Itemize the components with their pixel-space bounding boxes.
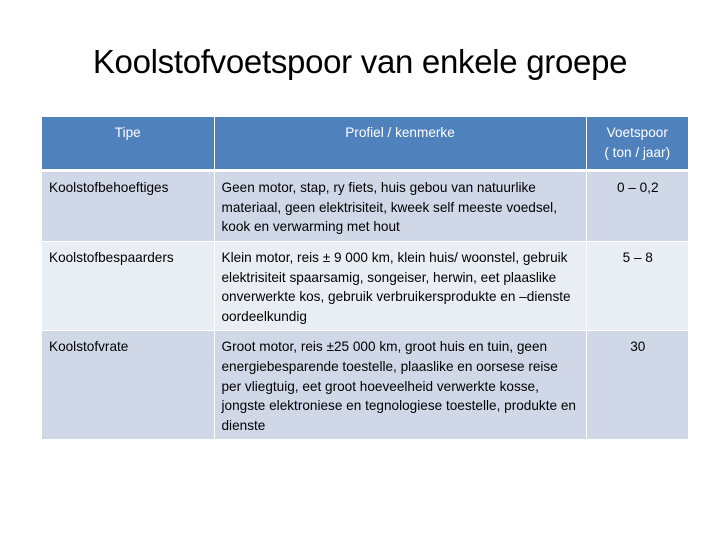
slide-title: Koolstofvoetspoor van enkele groepe (92, 43, 628, 80)
header-profile: Profiel / kenmerke (214, 117, 586, 171)
cell-profile: Geen motor, stap, ry fiets, huis gebou van natuurlike materiaal, geen elektrisiteit, kweek self meeste voedsel, kook en verwarming met hout (214, 171, 586, 242)
cell-type: Koolstofbespaarders (42, 241, 214, 330)
cell-type: Koolstofvrate (42, 331, 214, 440)
header-type: Tipe (42, 117, 214, 171)
cell-footprint: 0 – 0,2 (586, 171, 688, 242)
table-row (42, 241, 688, 330)
cell-footprint: 5 – 8 (586, 241, 688, 330)
cell-footprint: 30 (586, 331, 688, 440)
header-footprint-line2: ( ton / jaar) (604, 144, 671, 160)
cell-profile: Klein motor, reis ± 9 000 km, klein huis/ woonstel, gebruik elektrisiteit spaarsamig, songeiser, herwin, eet plaaslike onverwerkte kos, gebruik verbruikersprodukte en –dienste oordeelkundig (214, 241, 586, 330)
cell-profile: Groot motor, reis ±25 000 km, groot huis en tuin, geen energiebesparende toestelle, plaaslike en oorsese reise per vliegtuig, eet groot hoeveelheid verwerkte kosse, jongste elektroniese en tegnologiese toestelle, produkte en dienste (214, 331, 586, 440)
table-row (42, 171, 688, 242)
header-footprint-line1: Voetspoor (606, 125, 668, 140)
carbon-footprint-table (42, 117, 688, 440)
cell-type: Koolstofbehoeftiges (42, 171, 214, 242)
table-row (42, 331, 688, 440)
header-footprint (586, 117, 688, 171)
table-header-row (42, 117, 688, 171)
